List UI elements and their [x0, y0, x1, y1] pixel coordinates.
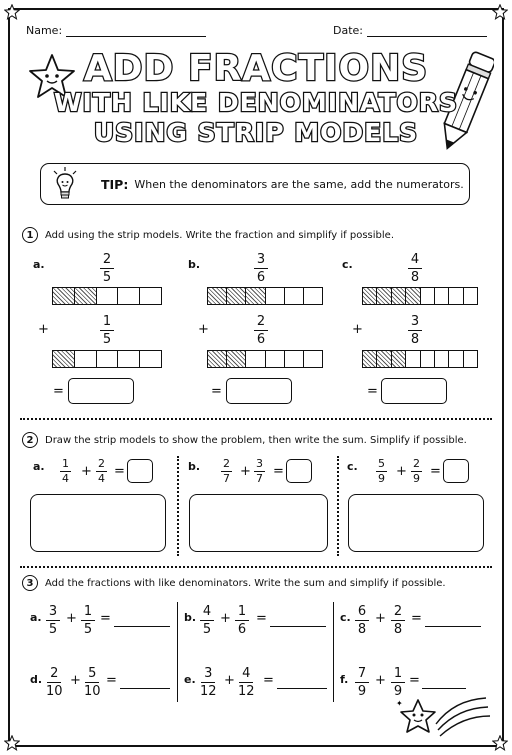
s3-f-plus: + — [375, 673, 386, 688]
s1-a-strip-bottom — [52, 350, 162, 368]
s1-c-letter: c. — [342, 258, 353, 271]
tip-box — [40, 163, 470, 205]
s3-a-frac2: 1 5 — [81, 604, 95, 637]
s3-b-equals: = — [256, 611, 267, 626]
s1-a-strip-top — [52, 287, 162, 305]
name-field[interactable] — [26, 24, 206, 37]
s3-a-equals: = — [100, 611, 111, 626]
s2-b-letter: b. — [188, 460, 201, 473]
strip-cell — [464, 288, 477, 304]
corner-star-icon — [4, 4, 20, 20]
tip-label: TIP: — [101, 176, 129, 192]
strip-cell-shaded — [208, 288, 227, 304]
section3-heading — [22, 575, 446, 591]
s3-f-frac1: 7 9 — [355, 666, 369, 699]
s2-b-equals: = — [273, 464, 284, 479]
strip-cell-shaded — [227, 351, 246, 367]
date-line[interactable] — [367, 25, 487, 37]
s1-a-answer-box[interactable] — [68, 378, 134, 404]
s3-f-answer-line[interactable] — [422, 688, 466, 689]
s3-f-frac2: 1 9 — [391, 666, 405, 699]
strip-cell-shaded — [377, 351, 391, 367]
tip-text: When the denominators are the same, add the numerators. — [134, 177, 464, 191]
s2-a-plus: + — [81, 464, 92, 479]
s2-b-plus: + — [240, 464, 251, 479]
s2-c-frac2: 2 9 — [413, 457, 420, 485]
section1-number: 1 — [22, 227, 38, 243]
corner-star-icon — [492, 4, 508, 20]
lightbulb-icon — [50, 166, 80, 204]
s3-separator-1 — [177, 602, 178, 702]
s3-d-frac1: 2 10 — [46, 666, 63, 699]
s3-c-answer-line[interactable] — [425, 626, 481, 627]
strip-cell — [421, 288, 435, 304]
s3-f-equals: = — [409, 673, 420, 688]
section2-instruction: Draw the strip models to show the problem, then write the sum. Simplify if possible. — [45, 434, 467, 446]
shooting-star-icon — [392, 694, 492, 740]
s3-b-answer-line[interactable] — [270, 626, 326, 627]
strip-cell-shaded — [227, 288, 246, 304]
s3-e-frac1: 3 12 — [200, 666, 217, 699]
s2-b-answer-box[interactable] — [286, 459, 312, 483]
strip-cell-shaded — [53, 288, 75, 304]
s1-b-equals: = — [211, 384, 222, 399]
s3-a-frac1: 3 5 — [46, 604, 60, 637]
s2-b-drawing-box[interactable] — [189, 494, 328, 552]
s2-b-frac1: 2 7 — [223, 457, 230, 485]
strip-cell — [246, 351, 265, 367]
strip-cell — [266, 351, 285, 367]
section1-heading — [22, 227, 394, 243]
s1-c-plus: + — [352, 322, 363, 337]
s1-a-frac2: 1 5 — [100, 314, 114, 347]
name-label: Name: — [26, 24, 63, 37]
strip-cell-shaded — [392, 288, 406, 304]
date-field[interactable] — [333, 24, 487, 37]
strip-cell — [140, 351, 161, 367]
s1-a-equals: = — [53, 384, 64, 399]
s3-c-plus: + — [375, 611, 386, 626]
s1-c-answer-box[interactable] — [381, 378, 447, 404]
strip-cell — [304, 288, 322, 304]
s3-d-equals: = — [106, 673, 117, 688]
strip-cell-shaded — [53, 351, 75, 367]
strip-cell-shaded — [392, 351, 406, 367]
s1-b-strip-bottom — [207, 350, 323, 368]
section2-number: 2 — [22, 432, 38, 448]
strip-cell — [304, 351, 322, 367]
s1-c-frac2: 3 8 — [408, 314, 422, 347]
s3-e-equals: = — [263, 673, 274, 688]
s3-separator-2 — [333, 602, 334, 702]
s1-c-strip-top — [362, 287, 478, 305]
s1-c-equals: = — [367, 384, 378, 399]
s3-d-letter: d. — [30, 673, 43, 686]
s2-b-frac2: 3 7 — [256, 457, 263, 485]
s2-c-answer-box[interactable] — [443, 459, 469, 483]
s1-c-frac1: 4 8 — [408, 252, 422, 285]
s3-e-letter: e. — [184, 673, 196, 686]
s1-a-frac1: 2 5 — [100, 252, 114, 285]
date-label: Date: — [333, 24, 363, 37]
strip-cell — [266, 288, 285, 304]
s1-b-letter: b. — [188, 258, 201, 271]
s2-a-letter: a. — [33, 460, 45, 473]
s3-b-plus: + — [220, 611, 231, 626]
s1-a-letter: a. — [33, 258, 45, 271]
strip-cell — [140, 288, 161, 304]
s2-a-equals: = — [114, 464, 125, 479]
svg-text:✦: ✦ — [396, 699, 403, 708]
s2-c-equals: = — [430, 464, 441, 479]
section3-number: 3 — [22, 575, 38, 591]
s3-d-answer-line[interactable] — [120, 688, 170, 689]
s3-e-answer-line[interactable] — [277, 688, 327, 689]
s3-a-letter: a. — [30, 611, 42, 624]
s3-a-answer-line[interactable] — [114, 626, 170, 627]
section2-heading — [22, 432, 467, 448]
strip-cell-shaded — [406, 288, 420, 304]
strip-cell — [435, 288, 449, 304]
s1-b-frac2: 2 6 — [254, 314, 268, 347]
s3-a-plus: + — [66, 611, 77, 626]
s3-c-frac2: 2 8 — [391, 604, 405, 637]
strip-cell — [406, 351, 420, 367]
s2-separator-1 — [177, 456, 179, 556]
strip-cell — [75, 351, 97, 367]
s2-c-letter: c. — [347, 460, 358, 473]
s2-a-drawing-box[interactable] — [30, 494, 166, 552]
section3-instruction: Add the fractions with like denominators. Write the sum and simplify if possible. — [45, 577, 446, 589]
s2-a-frac1: 1 4 — [62, 457, 69, 485]
s3-b-letter: b. — [184, 611, 197, 624]
s3-c-equals: = — [411, 611, 422, 626]
s3-f-letter: f. — [340, 673, 349, 686]
s3-d-frac2: 5 10 — [84, 666, 101, 699]
s3-b-frac1: 4 5 — [200, 604, 214, 637]
strip-cell — [118, 288, 140, 304]
strip-cell — [97, 288, 119, 304]
s3-c-letter: c. — [340, 611, 351, 624]
strip-cell-shaded — [363, 288, 377, 304]
strip-cell-shaded — [208, 351, 227, 367]
corner-star-icon — [4, 735, 20, 751]
strip-cell-shaded — [377, 288, 391, 304]
s2-c-frac1: 5 9 — [378, 457, 385, 485]
strip-cell — [449, 351, 463, 367]
s2-c-plus: + — [396, 464, 407, 479]
s2-c-drawing-box[interactable] — [348, 494, 484, 552]
strip-cell — [464, 351, 477, 367]
title-line-2: WITH LIKE DENOMINATORS — [53, 88, 459, 117]
s3-e-plus: + — [224, 673, 235, 688]
strip-cell-shaded — [363, 351, 377, 367]
s2-a-answer-box[interactable] — [127, 459, 153, 483]
divider-2 — [20, 566, 492, 568]
divider-1 — [20, 418, 492, 420]
s3-e-frac2: 4 12 — [238, 666, 255, 699]
s3-d-plus: + — [70, 673, 81, 688]
s1-b-frac1: 3 6 — [254, 252, 268, 285]
section1-instruction: Add using the strip models. Write the fraction and simplify if possible. — [45, 229, 394, 241]
name-line[interactable] — [66, 25, 206, 37]
corner-star-icon — [492, 735, 508, 751]
s1-a-plus: + — [38, 322, 49, 337]
strip-cell — [97, 351, 119, 367]
strip-cell — [435, 351, 449, 367]
s1-b-plus: + — [198, 322, 209, 337]
strip-cell — [421, 351, 435, 367]
strip-cell — [285, 288, 304, 304]
s1-b-strip-top — [207, 287, 323, 305]
s2-separator-2 — [337, 456, 339, 556]
s3-c-frac1: 6 8 — [355, 604, 369, 637]
strip-cell-shaded — [75, 288, 97, 304]
strip-cell — [118, 351, 140, 367]
strip-cell-shaded — [246, 288, 265, 304]
s1-b-answer-box[interactable] — [226, 378, 292, 404]
s2-a-frac2: 2 4 — [98, 457, 105, 485]
strip-cell — [449, 288, 463, 304]
s1-c-strip-bottom — [362, 350, 478, 368]
title-line-1: ADD FRACTIONS — [83, 48, 429, 89]
title-line-3: USING STRIP MODELS — [93, 118, 419, 147]
strip-cell — [285, 351, 304, 367]
s3-b-frac2: 1 6 — [235, 604, 249, 637]
